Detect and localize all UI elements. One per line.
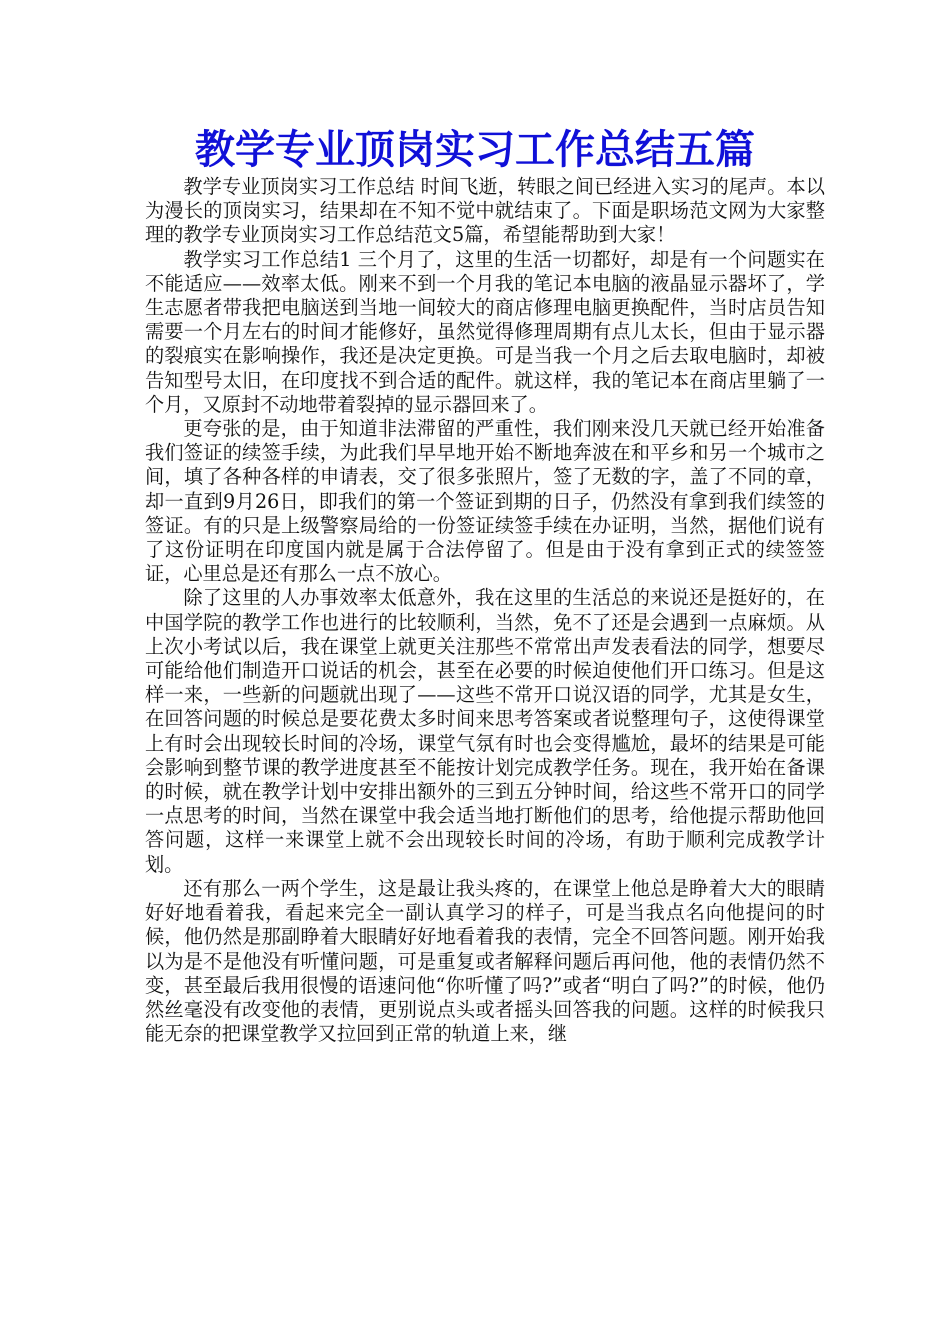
document-body (145, 175, 825, 1046)
paragraph-4: 还有那么一两个学生，这是最让我头疼的，在课堂上他总是睁着大大的眼睛好好地看着我，看起来完全一副认真学习的样子，可是当我点名向他提问的时候，他仍然是那副睁着大眼睛好好地看着我的表情，完全不回答问题。刚开始我以为是不是他没有听懂问题，可是重复或者解释问题后再问他，他的表情仍然不变，甚至最后我用很慢的语速问他“你听懂了吗?”或者“明白了吗?”的时候，他仍然丝毫没有改变他的表情，更别说点头或者摇头回答我的问题。这样的时候我只能无奈的把课堂教学又拉回到正常的轨道上来，继 (145, 876, 825, 1046)
paragraph-3: 除了这里的人办事效率太低意外，我在这里的生活总的来说还是挺好的，在中国学院的教学工作也进行的比较顺利，当然，免不了还是会遇到一点麻烦。从上次小考试以后，我在课堂上就更关注那些不常常出声发表看法的同学，想要尽可能给他们制造开口说话的机会，甚至在必要的时候迫使他们开口练习。但是这样一来，一些新的问题就出现了——这些不常开口说汉语的同学，尤其是女生，在回答问题的时候总是要花费太多时间来思考答案或者说整理句子，这使得课堂上有时会出现较长时间的冷场，课堂气氛有时也会变得尴尬，最坏的结果是可能会影响到整节课的教学进度甚至不能按计划完成教学任务。现在，我开始在备课的时候，就在教学计划中安排出额外的三到五分钟时间，给这些不常开口的同学一点思考的时间，当然在课堂中我会适当地打断他们的思考，给他提示帮助他回答问题，这样一来课堂上就不会出现较长时间的冷场，有助于顺利完成教学计划。 (145, 586, 825, 876)
intro-paragraph: 教学专业顶岗实习工作总结 时间飞逝，转眼之间已经进入实习的尾声。本以为漫长的顶岗实习，结果却在不知不觉中就结束了。下面是职场范文网为大家整理的教学专业顶岗实习工作总结范文5篇，希望能帮助到大家！ (145, 175, 825, 247)
paragraph-2: 更夸张的是，由于知道非法滞留的严重性，我们刚来没几天就已经开始准备我们签证的续签手续，为此我们早早地开始不断地奔波在和平乡和另一个城市之间，填了各种各样的申请表，交了很多张照片，签了无数的字，盖了不同的章，却一直到9月26日，即我们的第一个签证到期的日子，仍然没有拿到我们续签的签证。有的只是上级警察局给的一份签证续签手续在办证明，当然，据他们说有了这份证明在印度国内就是属于合法停留了。但是由于没有拿到正式的续签签证，心里总是还有那么一点不放心。 (145, 417, 825, 586)
paragraph-1: 教学实习工作总结1 三个月了，这里的生活一切都好，却是有一个问题实在不能适应——效率太低。刚来不到一个月我的笔记本电脑的液晶显示器坏了，学生志愿者带我把电脑送到当地一间较大的商店修理电脑更换配件，当时店员告知需要一个月左右的时间才能修好，虽然觉得修理周期有点儿太长，但由于显示器的裂痕实在影响操作，我还是决定更换。可是当我一个月之后去取电脑时，却被告知型号太旧，在印度找不到合适的配件。就这样，我的笔记本在商店里躺了一个月，又原封不动地带着裂掉的显示器回来了。 (145, 247, 825, 416)
document-title: 教学专业顶岗实习工作总结五篇 (195, 126, 755, 173)
